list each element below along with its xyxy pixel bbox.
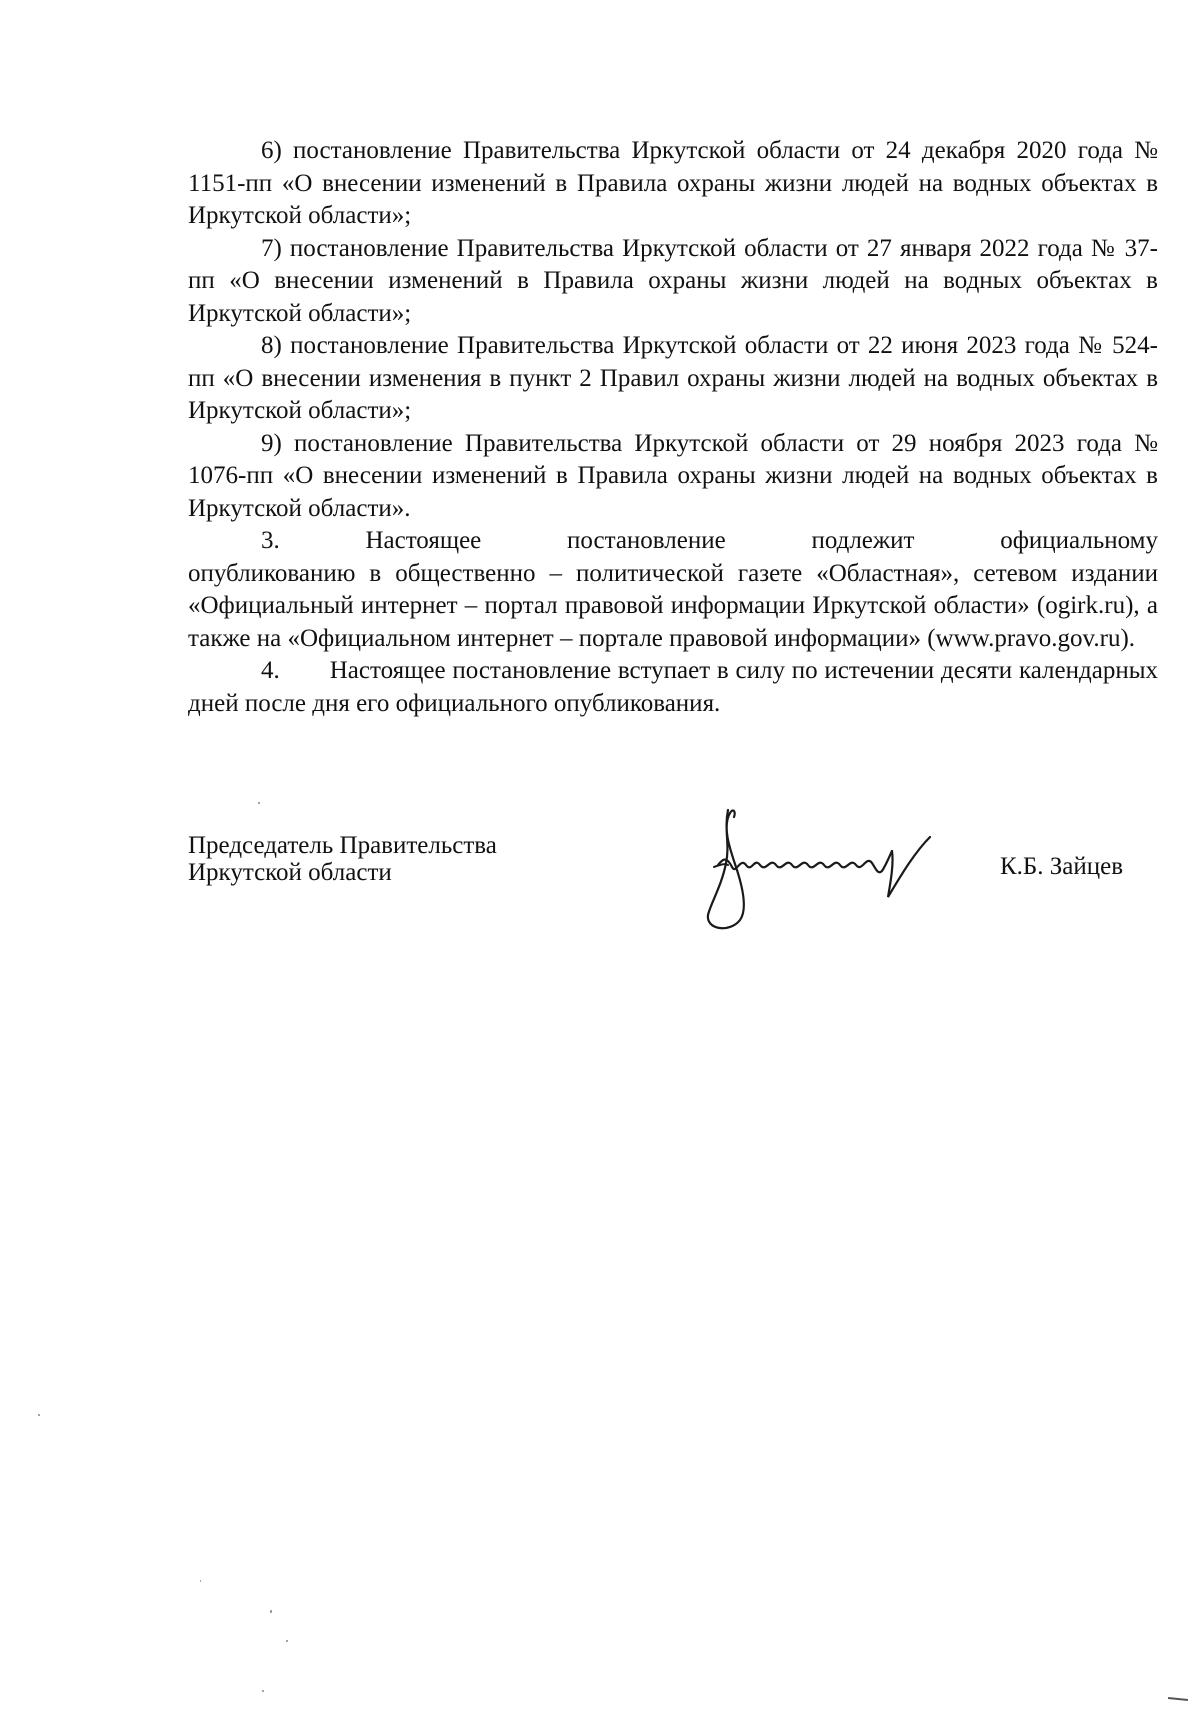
clause-4: 4. Настоящее постановление вступает в силу по истечении десяти календарных дней после дня его официального опубликования. xyxy=(188,657,1158,717)
signatory-title xyxy=(188,832,497,886)
scan-speck xyxy=(262,1690,264,1692)
signatory-title-line: Председатель Правительства xyxy=(188,832,497,859)
list-item: 7) постановление Правительства Иркутской области от 27 января 2022 года № 37-пп «О внесении изменений в Правила охраны жизни людей на водных объектах в Иркутской области»; xyxy=(188,234,1158,327)
scan-speck xyxy=(286,1640,288,1642)
signatory-title-line: Иркутской области xyxy=(188,859,392,886)
clause-3-word: постановление xyxy=(567,527,726,554)
signatory-name: К.Б. Зайцев xyxy=(1000,853,1124,880)
list-item: 8) постановление Правительства Иркутской области от 22 июня 2023 года № 524-пп «О внесении изменения в пункт 2 Правил охраны жизни людей на водных объектах в Иркутской области»; xyxy=(188,332,1158,424)
clause-3-first-line xyxy=(188,525,1158,558)
scan-speck xyxy=(38,1414,40,1416)
clause-3-continuation: опубликованию в общественно – политической газете «Областная», сетевом издании «Официальный интернет – портал правовой информации Иркутской области» (ogirk.ru), а также на «Официальном интернет – портале правовой информации» (www.pravo.gov.ru). xyxy=(188,559,1158,652)
clause-3-number: 3. xyxy=(261,527,280,554)
list-item: 9) постановление Правительства Иркутской области от 29 ноября 2023 года № 1076-пп «О внесении изменений в Правила охраны жизни людей на водных объектах в Иркутской области». xyxy=(188,429,1158,522)
clause-3-word: официальному xyxy=(1000,527,1158,554)
clause-3-word: Настоящее xyxy=(365,527,482,554)
document-body xyxy=(188,135,1158,720)
scan-speck xyxy=(200,1580,201,1582)
scan-mark xyxy=(1168,1697,1188,1701)
clause-3-word: подлежит xyxy=(811,527,915,554)
list-item: 6) постановление Правительства Иркутской области от 24 декабря 2020 года № 1151-пп «О внесении изменений в Правила охраны жизни людей на водных объектах в Иркутской области»; xyxy=(188,137,1158,229)
scan-speck xyxy=(270,1610,272,1613)
scan-speck xyxy=(258,802,260,804)
handwritten-signature xyxy=(700,805,960,935)
